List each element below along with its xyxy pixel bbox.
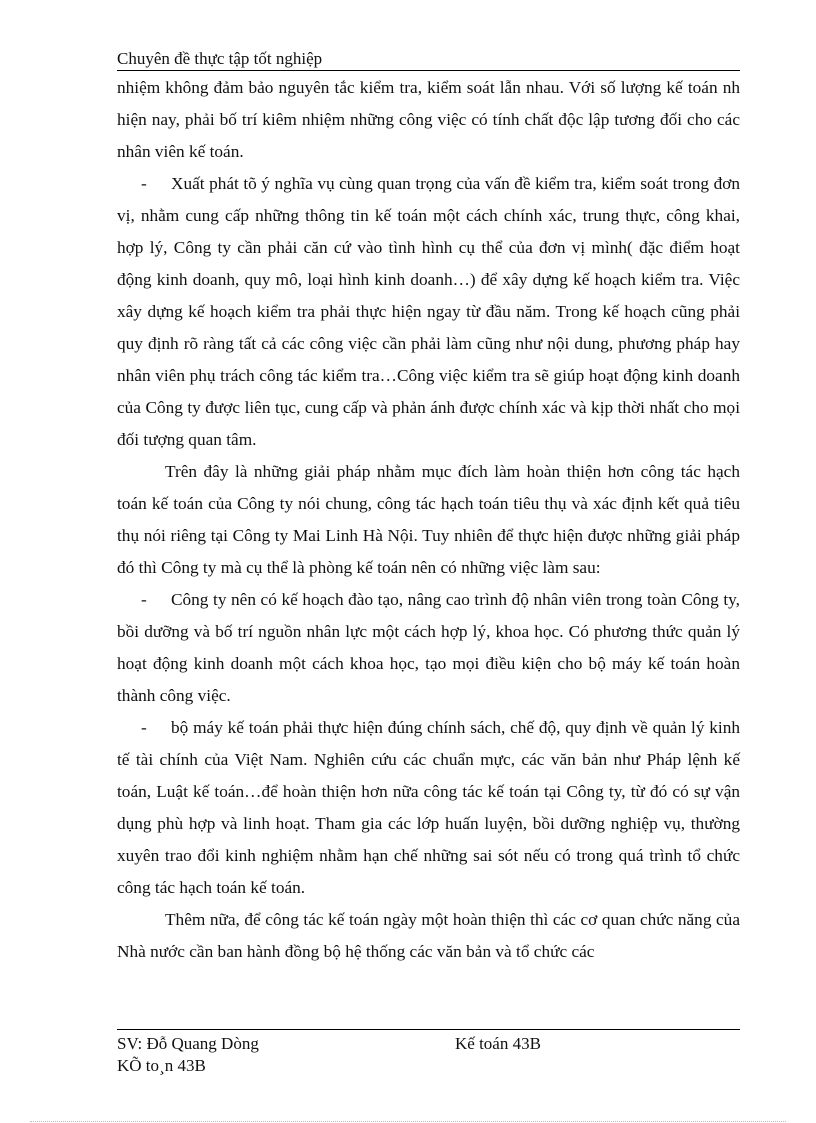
bullet-paragraph (117, 584, 740, 712)
footer-class: Kế toán 43B (455, 1034, 541, 1053)
bullet-text: Công ty nên có kế hoạch đào tạo, nâng cao trình độ nhân viên trong toàn Công ty, bồi dưỡng và bố trí nguồn nhân lực một cách hợp lý, khoa học. Có phương thức quản lý hoạt động kinh doanh một cách khoa học, tạo mọi điều kiện cho bộ máy kế toán hoàn thành công việc. (117, 590, 740, 705)
footer-divider (117, 1029, 740, 1030)
bullet-marker: - (141, 174, 147, 193)
bullet-marker: - (141, 718, 147, 737)
footer-student-name: SV: Đỗ Quang Dòng (117, 1034, 259, 1053)
footer-class-garbled: KÕ to¸n 43B (117, 1056, 206, 1075)
document-body (117, 72, 740, 968)
bullet-text: Xuất phát tõ ý nghĩa vụ cùng quan trọng của vấn đề kiểm tra, kiểm soát trong đơn vị, nhằm cung cấp những thông tin kế toán một cách chính xác, trung thực, công khai, hợp lý, Công ty cần phải căn cứ vào tình hình cụ thể của đơn vị mình( đặc điểm hoạt động kinh doanh, quy mô, loại hình kinh doanh…) để xây dựng kế hoạch kiểm tra. Việc xây dựng kế hoạch kiểm tra phải thực hiện ngay từ đầu năm. Trong kế hoạch cũng phải quy định rõ ràng tất cả các công việc cần phải làm cũng như nội dung, phương pháp hay nhân viên phụ trách công tác kiểm tra…Công việc kiểm tra sẽ giúp hoạt động kinh doanh của Công ty được liên tục, cung cấp và phản ánh được chính xác và kịp thời nhất cho mọi đối tượng quan tâm. (117, 174, 740, 449)
paragraph: nhiệm không đảm bảo nguyên tắc kiểm tra, kiểm soát lẫn nhau. Với số lượng kế toán nh hiện nay, phải bố trí kiêm nhiệm những công việc có tính chất độc lập tương đối cho các nhân viên kế toán. (117, 78, 740, 161)
header-divider (117, 70, 740, 71)
bullet-marker: - (141, 590, 147, 609)
bullet-text: bộ máy kế toán phải thực hiện đúng chính sách, chế độ, quy định về quản lý kinh tế tài chính của Việt Nam. Nghiên cứu các chuẩn mực, các văn bản như Pháp lệnh kế toán, Luật kế toán…để hoàn thiện hơn nữa công tác kế toán tại Công ty, từ đó có sự vận dụng phù hợp và linh hoạt. Tham gia các lớp huấn luyện, bồi dưỡng nghiệp vụ, thường xuyên trao đổi kinh nghiệm nhằm hạn chế những sai sót nếu có trong quá trình tổ chức công tác hạch toán kế toán. (117, 718, 740, 897)
paragraph: Trên đây là những giải pháp nhằm mục đích làm hoàn thiện hơn công tác hạch toán kế toán của Công ty nói chung, công tác hạch toán tiêu thụ và xác định kết quả tiêu thụ nói riêng tại Công ty Mai Linh Hà Nội. Tuy nhiên để thực hiện được những giải pháp đó thì Công ty mà cụ thể là phòng kế toán nên có những việc làm sau: (117, 462, 740, 577)
page-bottom-dotted-border (30, 1121, 786, 1122)
footer-left (117, 1033, 259, 1077)
bullet-paragraph (117, 712, 740, 904)
bullet-paragraph (117, 168, 740, 456)
paragraph: Thêm nữa, để công tác kế toán ngày một hoàn thiện thì các cơ quan chức năng của Nhà nước cần ban hành đồng bộ hệ thống các văn bản và tổ chức các (117, 910, 740, 961)
page-header-title: Chuyên đề thực tập tốt nghiệp (117, 49, 323, 68)
